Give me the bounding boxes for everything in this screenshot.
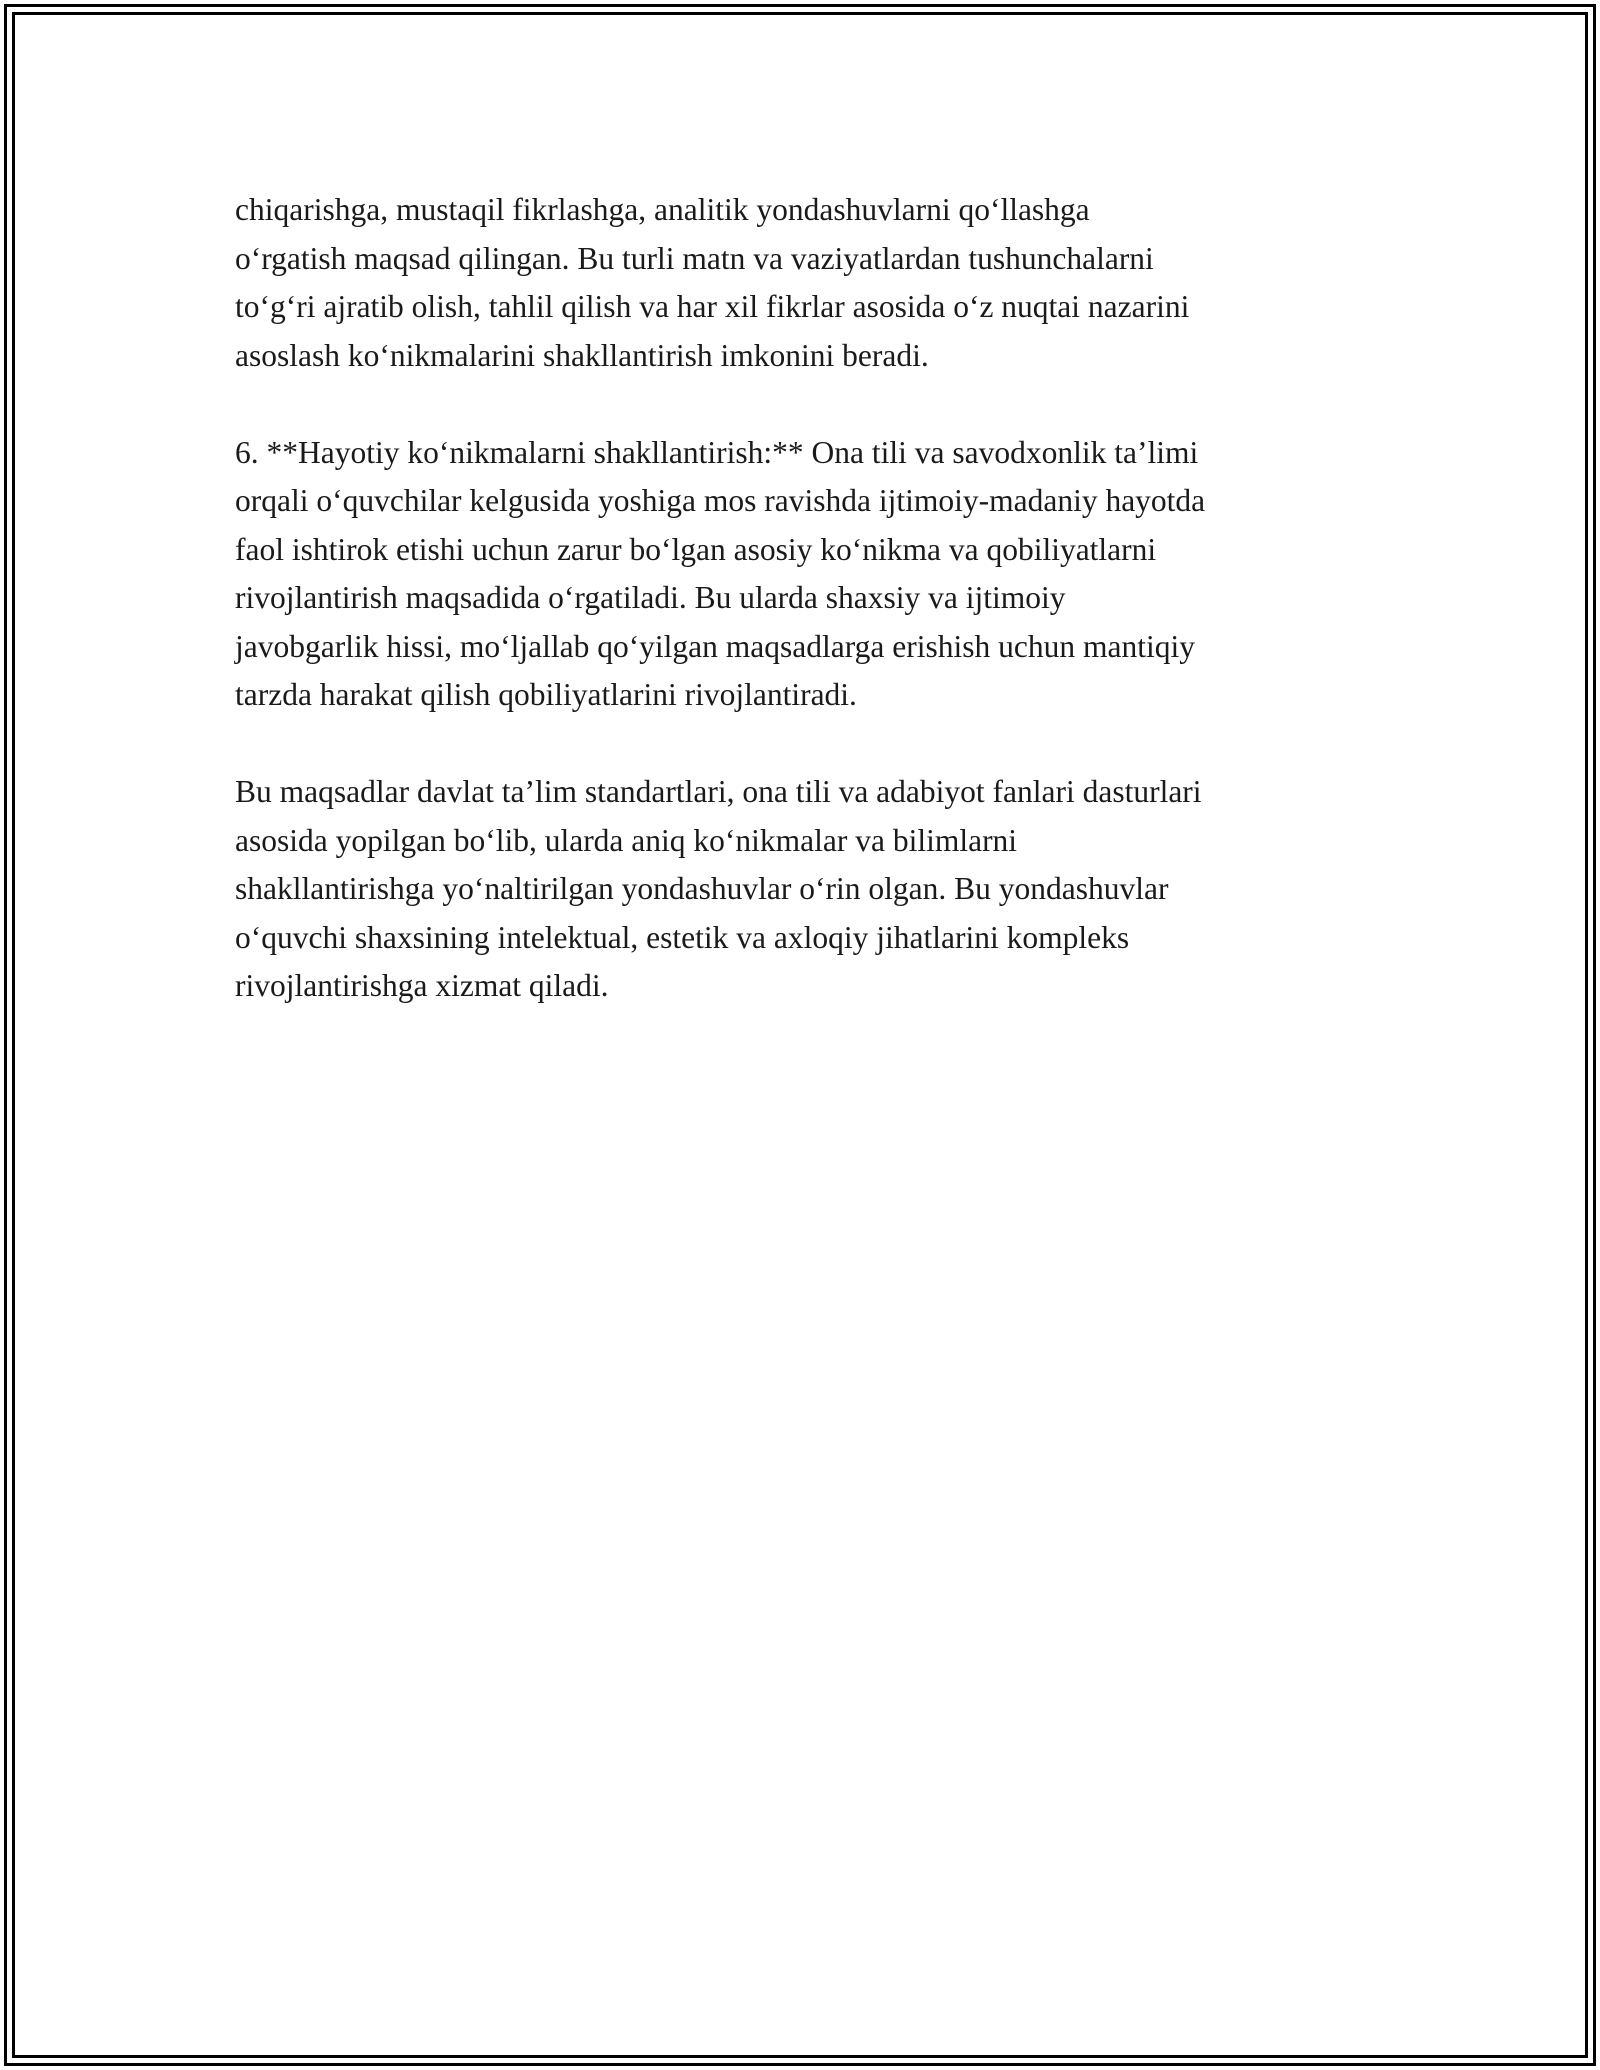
- paragraph-line: faol ishtirok etishi uchun zarur bo‘lgan asosiy ko‘nikma va qobiliyatlarni: [235, 531, 1157, 567]
- paragraph-line: rivojlantirish maqsadida o‘rgatiladi. Bu ularda shaxsiy va ijtimoiy: [235, 580, 1066, 615]
- paragraph-line: 6. **Hayotiy ko‘nikmalarni shakllantirish:** Ona tili va savodxonlik ta’limi: [235, 434, 1199, 470]
- document-body: [235, 186, 1375, 1011]
- paragraph-line: o‘rgatish maqsad qilingan. Bu turli matn va vaziyatlardan tushunchalarni: [235, 240, 1154, 276]
- paragraph-spacer: [235, 380, 1375, 429]
- paragraph-line: asosida yopilgan bo‘lib, ularda aniq ko‘nikmalar va bilimlarni: [235, 822, 1018, 858]
- paragraph-line: javobgarlik hissi, mo‘ljallab qo‘yilgan maqsadlarga erishish uchun mantiqiy: [235, 628, 1195, 664]
- paragraph-line: o‘quvchi shaxsining intelektual, estetik va axloqiy jihatlarini kompleks: [235, 919, 1130, 955]
- paragraph-line: to‘g‘ri ajratib olish, tahlil qilish va har xil fikrlar asosida o‘z nuqtai nazarini: [235, 289, 1190, 324]
- paragraph-3: [235, 768, 1375, 1011]
- paragraph-line: orqali o‘quvchilar kelgusida yoshiga mos ravishda ijtimoiy-madaniy hayotda: [235, 483, 1206, 518]
- paragraph-line: shakllantirishga yo‘naltirilgan yondashuvlar o‘rin olgan. Bu yondashuvlar: [235, 871, 1169, 906]
- paragraph-line: chiqarishga, mustaqil fikrlashga, analitik yondashuvlarni qo‘llashga: [235, 192, 1090, 227]
- paragraph-line: asoslash ko‘nikmalarini shakllantirish imkonini beradi.: [235, 337, 929, 373]
- paragraph-2: [235, 429, 1375, 720]
- paragraph-line: rivojlantirishga xizmat qiladi.: [235, 968, 609, 1003]
- paragraph-line: tarzda harakat qilish qobiliyatlarini rivojlantiradi.: [235, 677, 857, 712]
- paragraph-1: [235, 186, 1375, 380]
- paragraph-spacer: [235, 720, 1375, 769]
- paragraph-line: Bu maqsadlar davlat ta’lim standartlari, ona tili va adabiyot fanlari dasturlari: [235, 774, 1202, 809]
